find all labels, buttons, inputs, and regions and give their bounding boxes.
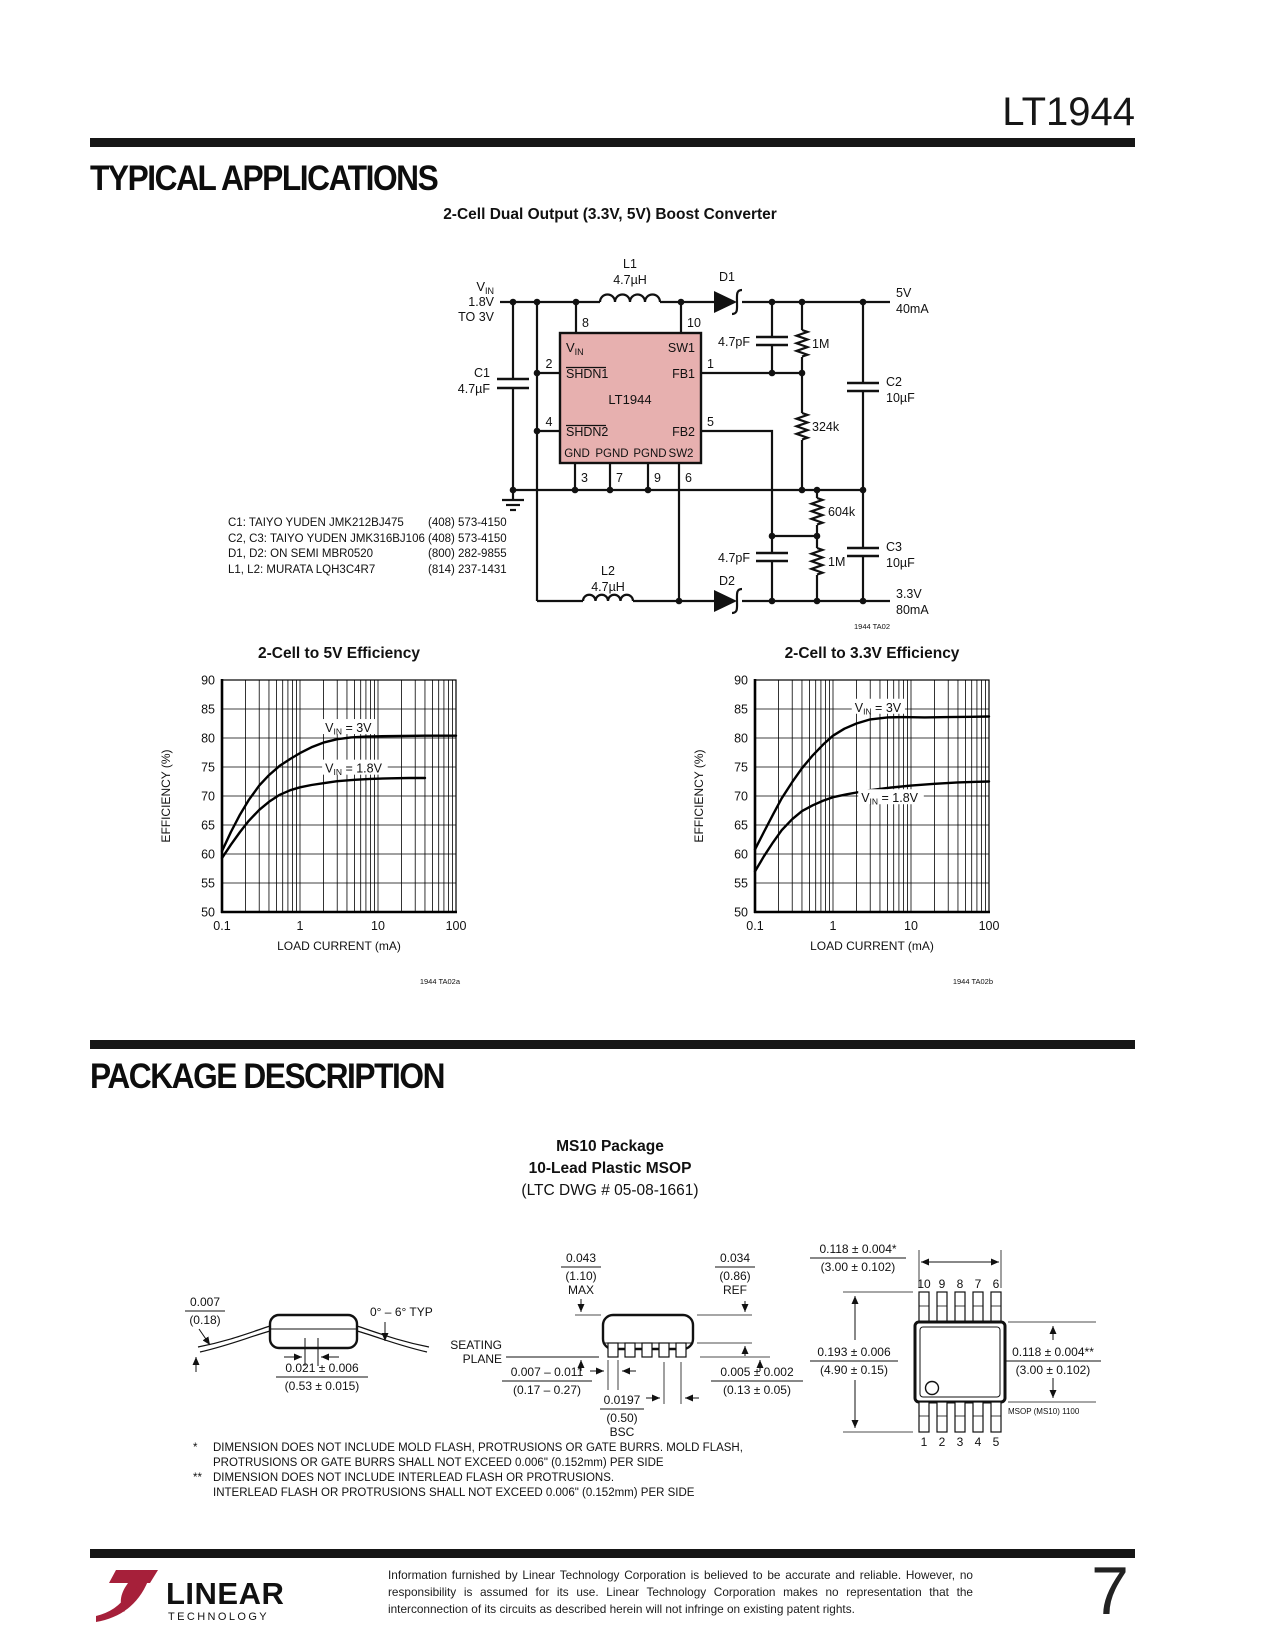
parts-list-row (228, 532, 507, 548)
part-phone: (800) 282-9855 (428, 548, 507, 560)
svg-text:TO 3V: TO 3V (458, 310, 494, 324)
chart-element: = 3V (341, 721, 372, 736)
linear-technology-logo (92, 1564, 312, 1630)
part-ref: C1: TAIYO YUDEN JMK212BJ475 (228, 517, 404, 529)
svg-text:(0.18): (0.18) (189, 1313, 221, 1327)
svg-text:(3.00 ± 0.102): (3.00 ± 0.102) (1015, 1363, 1091, 1377)
x-axis-label: LOAD CURRENT (mA) (277, 939, 401, 953)
series-curve (222, 736, 456, 851)
footnote-text: DIMENSION DOES NOT INCLUDE INTERLEAD FLASH OR PROTRUSIONS. INTERLEAD FLASH OR PROTRUSIONS SHALL NOT EXCEED 0.006" (0.152mm) PER SIDE (213, 1472, 695, 1499)
svg-text:1.8V: 1.8V (468, 295, 494, 309)
package-front-view (450, 1251, 803, 1439)
svg-text:L1: L1 (623, 257, 637, 271)
figure-ref: 1944 TA02a (419, 977, 460, 986)
x-tick-label: 0.1 (213, 919, 231, 933)
svg-text:4: 4 (545, 415, 553, 429)
svg-text:1M: 1M (828, 555, 846, 569)
figure-ref: 1944 TA02 (853, 622, 890, 631)
chart-element: = 1.8V (341, 761, 382, 776)
parts-list (228, 516, 507, 578)
ic-pin-shdn1: SHDN1 (566, 367, 609, 381)
y-tick-label: 85 (734, 702, 748, 717)
y-tick-label: 90 (201, 673, 215, 688)
footer-rule (90, 1549, 1135, 1558)
page-title: LT1944 (1002, 90, 1135, 134)
svg-text:(4.90 ± 0.15): (4.90 ± 0.15) (820, 1363, 888, 1377)
part-ref: D1, D2: ON SEMI MBR0520 (228, 548, 374, 560)
chart-element: V (854, 700, 864, 715)
brand-subname: TECHNOLOGY (168, 1611, 270, 1623)
ic-pin-sw2: SW2 (668, 448, 694, 460)
package-drawing-ref: MSOP (MS10) 1100 (1008, 1407, 1080, 1416)
y-tick-label: 50 (201, 905, 215, 920)
svg-text:(0.86): (0.86) (719, 1269, 751, 1283)
svg-text:C1: C1 (474, 366, 490, 380)
chart-element: IN (333, 726, 342, 737)
efficiency-chart-3v3 (683, 632, 1043, 1004)
svg-text:(0.50): (0.50) (606, 1411, 638, 1425)
parts-list-row (228, 516, 507, 532)
svg-text:3: 3 (956, 1435, 964, 1449)
svg-text:0.043: 0.043 (565, 1251, 597, 1265)
x-tick-label: 1 (296, 919, 304, 933)
package-side-view (185, 1295, 433, 1393)
y-tick-label: 65 (201, 818, 215, 833)
y-tick-label: 70 (201, 789, 215, 804)
efficiency-chart-5v (150, 632, 510, 1004)
chart-element: IN (869, 796, 879, 807)
package-type: 10-Lead Plastic MSOP (528, 1160, 692, 1177)
svg-text:10: 10 (917, 1277, 931, 1291)
output1-voltage: 5V (896, 286, 912, 300)
boost-converter-schematic (225, 240, 1015, 640)
ic-pin-vin: $V_{IN}$ (566, 340, 584, 357)
output2-voltage: 3.3V (896, 587, 922, 601)
svg-text:PLANE: PLANE (462, 1352, 502, 1366)
y-tick-label: 75 (201, 760, 215, 775)
y-tick-label: 85 (201, 702, 215, 717)
resistor-r2-icon (797, 413, 808, 440)
y-tick-label: 65 (734, 818, 748, 833)
chart-element: V (861, 791, 870, 806)
svg-text:5: 5 (707, 415, 714, 429)
y-tick-label: 80 (734, 731, 748, 746)
svg-text:(0.17 – 0.27): (0.17 – 0.27) (512, 1383, 582, 1397)
svg-text:REF: REF (723, 1283, 747, 1297)
x-tick-label: 10 (904, 919, 918, 933)
svg-text:9: 9 (938, 1277, 946, 1291)
package-dwg-number: (LTC DWG # 05-08-1661) (521, 1182, 699, 1199)
svg-text:7: 7 (616, 471, 623, 485)
part-phone: (814) 237-1431 (428, 563, 507, 576)
series-label (325, 721, 372, 737)
svg-text:0.118 ± 0.004**: 0.118 ± 0.004** (1012, 1345, 1094, 1359)
header-rule (90, 138, 1135, 147)
part-ref: L1, L2: MURATA LQH3C4R7 (228, 563, 376, 576)
brand-name: LINEAR (166, 1576, 285, 1611)
svg-text:D2: D2 (719, 574, 735, 588)
svg-text:604k: 604k (828, 505, 856, 519)
chart-element: = 3V (871, 700, 902, 715)
page-number: 7 (1091, 1553, 1129, 1629)
parts-list-row (228, 547, 507, 563)
chart-element: IN (863, 706, 872, 717)
linear-logo-icon (96, 1570, 158, 1622)
chart-title: 2-Cell to 3.3V Efficiency (784, 645, 960, 662)
figure-ref: 1944 TA02b (952, 977, 993, 986)
y-axis-label: EFFICIENCY (%) (159, 749, 173, 843)
svg-text:(0.13 ± 0.05): (0.13 ± 0.05) (723, 1383, 791, 1397)
y-tick-label: 60 (734, 847, 748, 862)
svg-text:1: 1 (707, 357, 714, 371)
svg-text:8: 8 (582, 316, 589, 330)
svg-text:0.005 ± 0.002: 0.005 ± 0.002 (720, 1365, 794, 1379)
svg-text:10µF: 10µF (886, 556, 915, 570)
y-tick-label: 70 (734, 789, 748, 804)
chart-element: IN (333, 767, 342, 778)
x-tick-label: 10 (371, 919, 385, 933)
svg-text:6: 6 (685, 471, 692, 485)
svg-text:BSC: BSC (609, 1425, 635, 1439)
chart-title: 2-Cell to 5V Efficiency (258, 645, 420, 662)
svg-text:0.007: 0.007 (189, 1295, 221, 1309)
svg-text:2: 2 (545, 357, 553, 371)
svg-text:SEATING: SEATING (450, 1338, 502, 1352)
svg-text:0.021 ± 0.006: 0.021 ± 0.006 (285, 1361, 359, 1375)
svg-text:4: 4 (974, 1435, 982, 1449)
package-footnotes (193, 1441, 743, 1500)
svg-text:5: 5 (992, 1435, 1000, 1449)
part-phone: (408) 573-4150 (428, 532, 507, 545)
svg-text:(1.10): (1.10) (565, 1269, 597, 1283)
x-tick-label: 100 (978, 919, 1000, 933)
inductor-l2-icon (583, 595, 633, 601)
chart-grid (222, 680, 456, 912)
ic-pin-gnd: GND (564, 448, 590, 460)
package-title (250, 1136, 970, 1202)
svg-text:9: 9 (654, 471, 661, 485)
y-tick-label: 90 (734, 673, 748, 688)
y-axis-label: EFFICIENCY (%) (692, 749, 706, 843)
y-tick-label: 60 (201, 847, 215, 862)
svg-text:L2: L2 (601, 564, 615, 578)
part-ref: C2, C3: TAIYO YUDEN JMK316BJ106 (228, 532, 425, 545)
svg-text:6: 6 (992, 1277, 1000, 1291)
input-voltage-label: $V_{IN}$ (476, 279, 494, 296)
chart-element: V (325, 721, 334, 736)
x-tick-label: 1 (829, 919, 837, 933)
x-tick-label: 100 (445, 919, 467, 933)
footnote-star: ** (193, 1472, 202, 1484)
svg-text:0.007 – 0.011: 0.007 – 0.011 (510, 1365, 584, 1379)
inductor-l1-icon (600, 295, 660, 302)
ic-pin-pgnd1: PGND (595, 448, 629, 460)
footer-disclaimer: Information furnished by Linear Technology Corporation is believed to be accurate and reliable. However, no responsibility is assumed for its use. Linear Technology Corporation makes no representation that the interconnection of its circuits as described herein will not infringe on existing patent rights. (388, 1568, 973, 1616)
svg-text:2: 2 (938, 1435, 946, 1449)
chart-element: = 1.8V (878, 791, 919, 806)
svg-text:(0.53 ± 0.015): (0.53 ± 0.015) (284, 1379, 360, 1393)
section-typical-applications: TYPICAL APPLICATIONS (90, 158, 438, 198)
circuit-title: 2-Cell Dual Output (3.3V, 5V) Boost Converter (443, 206, 777, 223)
section-divider (90, 1040, 1135, 1049)
svg-text:C3: C3 (886, 540, 902, 554)
svg-text:0.118 ± 0.004*: 0.118 ± 0.004* (819, 1242, 897, 1256)
part-phone: (408) 573-4150 (428, 517, 507, 529)
svg-text:324k: 324k (812, 420, 840, 434)
resistor-r3-icon (812, 498, 823, 525)
output2-current: 80mA (896, 603, 929, 617)
svg-text:MAX: MAX (567, 1283, 595, 1297)
y-tick-label: 75 (734, 760, 748, 775)
svg-text:1: 1 (920, 1435, 928, 1449)
svg-text:4.7µH: 4.7µH (613, 273, 647, 287)
svg-text:0.034: 0.034 (719, 1251, 751, 1265)
package-name: MS10 Package (556, 1138, 664, 1155)
svg-text:10µF: 10µF (886, 391, 915, 405)
svg-text:1M: 1M (812, 337, 830, 351)
svg-text:4.7pF: 4.7pF (718, 551, 750, 565)
resistor-r1-icon (797, 330, 808, 357)
footnote-text: DIMENSION DOES NOT INCLUDE MOLD FLASH, PROTRUSIONS OR GATE BURRS. MOLD FLASH, PROTRUSIONS OR GATE BURRS SHALL NOT EXCEED 0.006" (0.152mm) PER SIDE (213, 1442, 743, 1469)
ic-pin-fb1: FB1 (672, 367, 695, 381)
chart-element: V (325, 761, 334, 776)
y-tick-label: 80 (201, 731, 215, 746)
footnote-star: * (193, 1442, 198, 1454)
x-axis-label: LOAD CURRENT (mA) (810, 939, 934, 953)
svg-text:(3.00 ± 0.102): (3.00 ± 0.102) (820, 1260, 896, 1274)
ic-pin-sw1: SW1 (667, 341, 695, 355)
output1-current: 40mA (896, 302, 929, 316)
svg-text:4.7µF: 4.7µF (457, 382, 490, 396)
ic-name: LT1944 (608, 392, 652, 407)
svg-text:C2: C2 (886, 375, 902, 389)
ic-pin-pgnd2: PGND (633, 448, 667, 460)
y-tick-label: 55 (734, 876, 748, 891)
resistor-r4-icon (812, 548, 823, 575)
y-tick-label: 50 (734, 905, 748, 920)
svg-text:0.193 ± 0.006: 0.193 ± 0.006 (817, 1345, 891, 1359)
svg-text:D1: D1 (719, 270, 735, 284)
svg-text:4.7µH: 4.7µH (591, 580, 625, 594)
svg-text:8: 8 (956, 1277, 964, 1291)
svg-text:3: 3 (581, 471, 588, 485)
svg-text:10: 10 (687, 316, 701, 330)
package-top-view (810, 1242, 1101, 1449)
svg-text:4.7pF: 4.7pF (718, 335, 750, 349)
y-tick-label: 55 (201, 876, 215, 891)
x-tick-label: 0.1 (746, 919, 764, 933)
parts-list-row (228, 563, 507, 579)
ic-pin-shdn2: SHDN2 (566, 425, 609, 439)
package-drawing (150, 1240, 1135, 1460)
svg-text:0° – 6° TYP: 0° – 6° TYP (370, 1305, 433, 1319)
svg-text:0.0197: 0.0197 (603, 1393, 641, 1407)
series-label (855, 701, 902, 717)
svg-text:7: 7 (974, 1277, 982, 1291)
ic-pin-fb2: FB2 (672, 425, 695, 439)
section-package-description: PACKAGE DESCRIPTION (90, 1056, 445, 1096)
